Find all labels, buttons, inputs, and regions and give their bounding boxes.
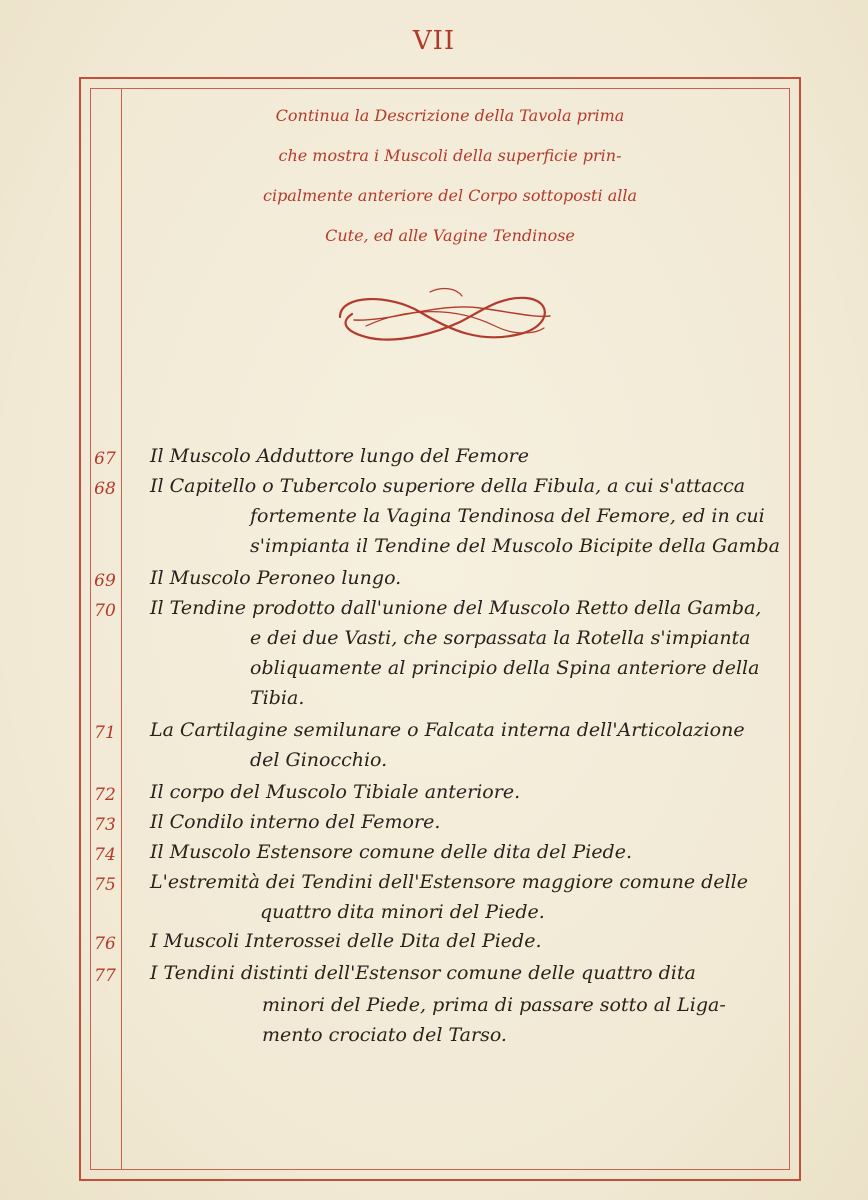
entry-number: 72: [94, 785, 116, 805]
entry-number: 67: [94, 449, 116, 469]
entry-text: del Ginocchio.: [250, 749, 388, 771]
title-line: che mostra i Muscoli della superficie prin-: [278, 146, 622, 165]
entry-text: Il Tendine prodotto dall'unione del Muscolo Retto della Gamba,: [150, 597, 762, 619]
entry-text: mento crociato del Tarso.: [262, 1024, 507, 1046]
title-line: Continua la Descrizione della Tavola prima: [275, 106, 625, 125]
entry-text: minori del Piede, prima di passare sotto al Liga-: [262, 994, 726, 1016]
entry-text: Il corpo del Muscolo Tibiale anteriore.: [150, 781, 521, 803]
entry-text: fortemente la Vagina Tendinosa del Femore, ed in cui: [250, 505, 765, 527]
entry-number: 74: [94, 845, 116, 865]
entry-text: La Cartilagine semilunare o Falcata interna dell'Articolazione: [150, 719, 745, 741]
entry-number: 71: [94, 723, 116, 743]
entry-number: 73: [94, 815, 116, 835]
entry-number: 76: [94, 934, 116, 954]
entry-text: obliquamente al principio della Spina anteriore della: [250, 657, 760, 679]
entry-text: e dei due Vasti, che sorpassata la Rotella s'impianta: [250, 627, 751, 649]
folio-number: VII: [412, 26, 456, 56]
entry-text: quattro dita minori del Piede.: [260, 901, 545, 923]
entry-text: Il Muscolo Estensore comune delle dita del Piede.: [150, 841, 633, 863]
entry-text: I Muscoli Interossei delle Dita del Piede.: [150, 930, 542, 952]
entry-text: L'estremità dei Tendini dell'Estensore maggiore comune delle: [150, 871, 748, 893]
entry-number: 75: [94, 875, 116, 895]
entry-text: I Tendini distinti dell'Estensor comune delle quattro dita: [150, 962, 696, 984]
entry-text: Tibia.: [250, 687, 305, 709]
entry-number: 70: [94, 601, 116, 621]
title-line: cipalmente anteriore del Corpo sottoposti alla: [262, 186, 637, 205]
title-line: Cute, ed alle Vagine Tendinose: [325, 226, 575, 245]
entry-number: 77: [94, 966, 116, 986]
entry-text: Il Muscolo Peroneo lungo.: [150, 567, 402, 589]
entry-text: s'impianta il Tendine del Muscolo Bicipite della Gamba: [250, 535, 780, 557]
entry-text: Il Condilo interno del Femore.: [150, 811, 441, 833]
entry-number: 69: [94, 571, 116, 591]
entry-number: 68: [94, 479, 116, 499]
entry-text: Il Muscolo Adduttore lungo del Femore: [150, 445, 529, 467]
entry-text: Il Capitello o Tubercolo superiore della Fibula, a cui s'attacca: [150, 475, 746, 497]
